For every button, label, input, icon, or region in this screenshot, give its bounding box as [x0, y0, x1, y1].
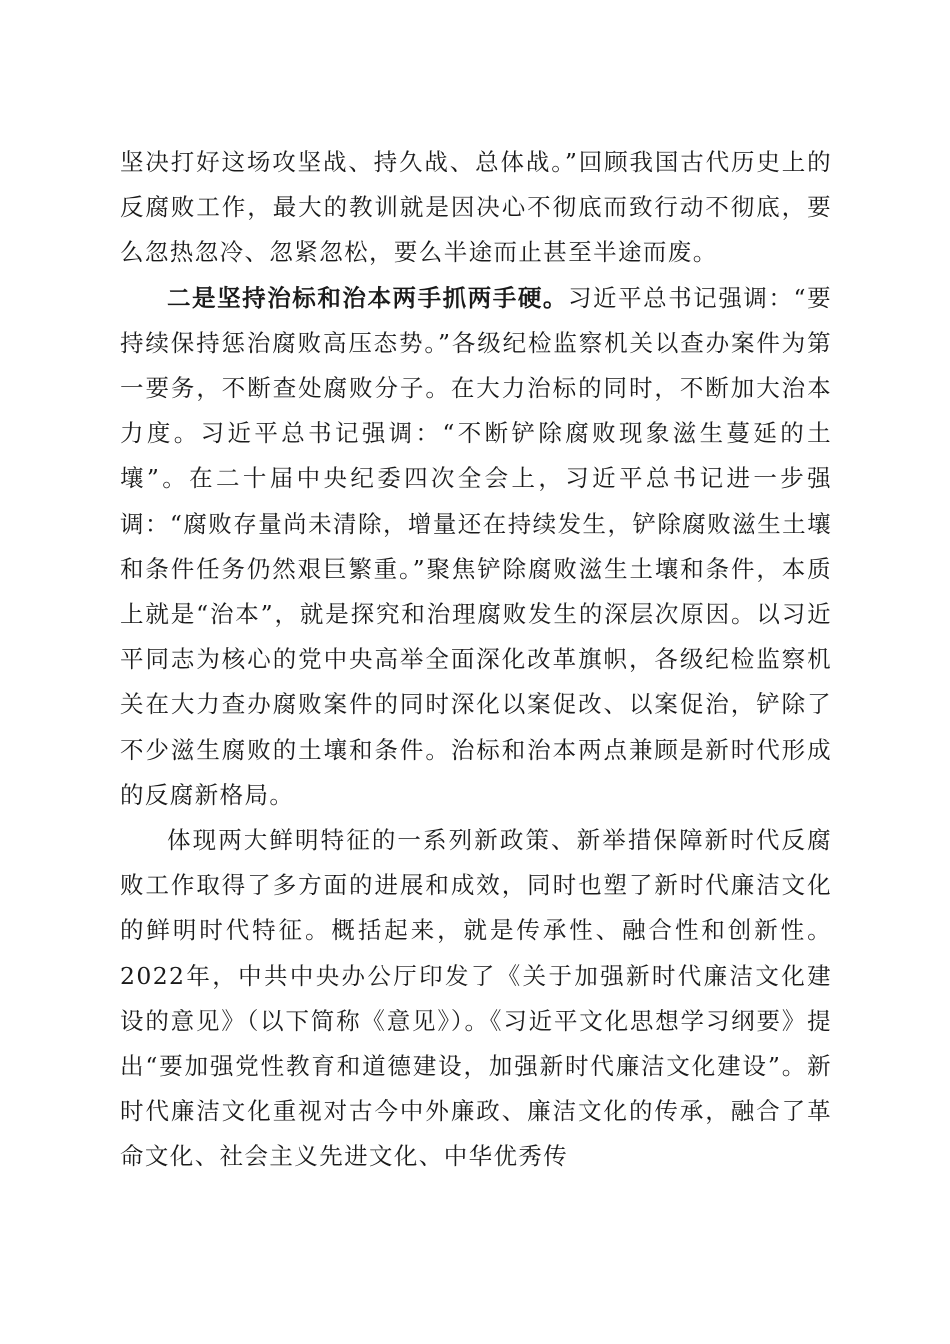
paragraph-text: 体现两大鲜明特征的一系列新政策、新举措保障新时代反腐败工作取得了多方面的进展和成效，同时也塑了新时代廉洁文化的鲜明时代特征。概括起来，就是传承性、融合性和创新性。2022年，中共中央办公厅印发了《关于加强新时代廉洁文化建设的意见》（以下简称《意见》）。《习近平文化思想学习纲要》提出“要加强党性教育和道德建设，加强新时代廉洁文化建设”。新时代廉洁文化重视对古今中外廉政、廉洁文化的传承，融合了革命文化、社会主义先进文化、中华优秀传 [120, 826, 832, 1171]
paragraph-continuation [120, 140, 832, 276]
paragraph-text: 习近平总书记强调：“要持续保持惩治腐败高压态势。”各级纪检监察机关以查办案件为第一要务，不断查处腐败分子。在大力治标的同时，不断加大治本力度。习近平总书记强调：“不断铲除腐败现象滋生蔓延的土壤”。在二十届中央纪委四次全会上，习近平总书记进一步强调：“腐败存量尚未清除，增量还在持续发生，铲除腐败滋生土壤和条件任务仍然艰巨繁重。”聚焦铲除腐败滋生土壤和条件，本质上就是“治本”，就是探究和治理腐败发生的深层次原因。以习近平同志为核心的党中央高举全面深化改革旗帜，各级纪检监察机关在大力查办腐败案件的同时深化以案促改、以案促治，铲除了不少滋生腐败的土壤和条件。治标和治本两点兼顾是新时代形成的反腐新格局。 [120, 283, 832, 809]
paragraph-characteristics [120, 818, 832, 1180]
body-text [120, 140, 832, 1180]
paragraph-point-two [120, 276, 832, 818]
paragraph-heading: 二是坚持治标和治本两手抓两手硬。 [167, 283, 568, 312]
paragraph-text: 坚决打好这场攻坚战、持久战、总体战。”回顾我国古代历史上的反腐败工作，最大的教训就是因决心不彻底而致行动不彻底，要么忽热忽冷、忽紧忽松，要么半途而止甚至半途而废。 [120, 148, 832, 267]
